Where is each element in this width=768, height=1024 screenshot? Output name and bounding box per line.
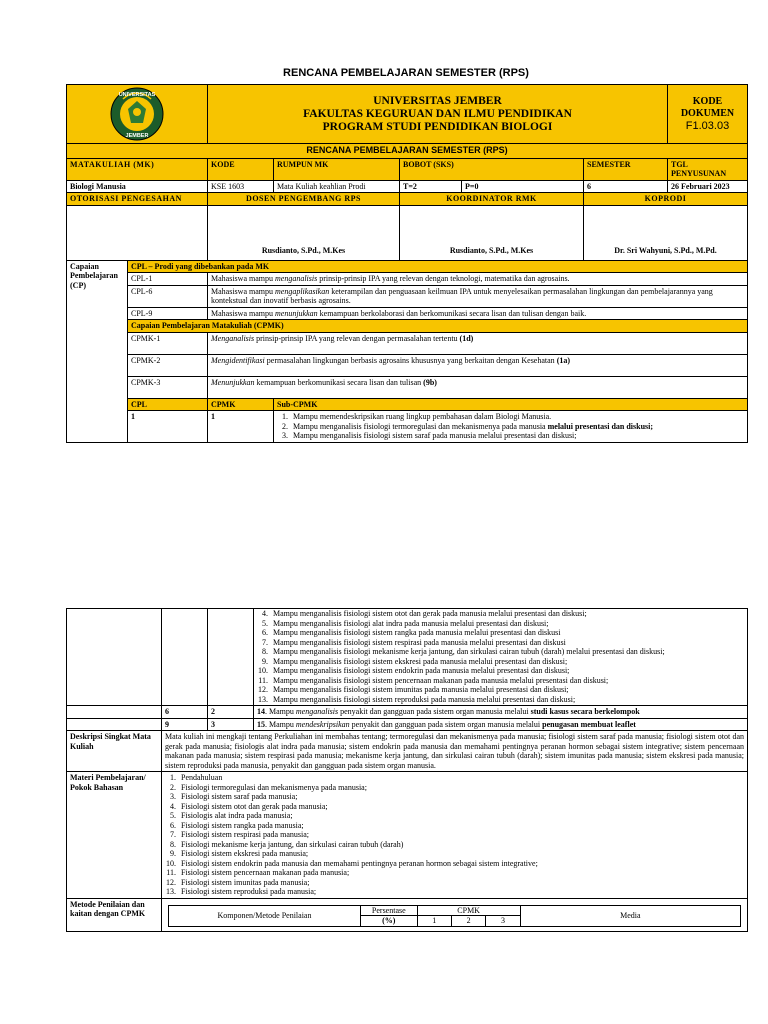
signer-dosen: Rusdianto, S.Pd., M.Kes [208, 205, 400, 260]
sub-row-cpmk: 1 [208, 411, 274, 443]
list-item: 12. Mampu menganalisis fisiologi sistem imunitas pada manusia melalui presentasi dan diskusi; [258, 685, 569, 694]
list-item: 13. Fisiologi sistem reproduksi pada manusia; [166, 887, 317, 896]
cpmk-row: CPMK-2 Mengidentifikasi permasalahan lingkungan berbasis agrosains khususnya yang berkaitan dengan Kesehatan (1a) [67, 354, 748, 376]
cpmk-code: CPMK-2 [128, 354, 208, 376]
media-header: Media [520, 905, 740, 926]
capaian-label: Capaian Pembelajaran (CP) [67, 260, 128, 442]
list-item: 5. Mampu menganalisis fisiologi alat indra pada manusia melalui presentasi dan diskusi; [262, 618, 549, 628]
signer-koprodi: Dr. Sri Wahyuni, S.Pd., M.Pd. [584, 205, 748, 260]
persentase-header: Persentase [361, 905, 418, 916]
label-semester: SEMESTER [584, 158, 668, 180]
logo-text-bottom: JEMBER [125, 133, 149, 139]
kode-label-2: DOKUMEN [680, 108, 735, 119]
cpmk-col-1: 1 [417, 916, 451, 927]
label-matakuliah: MATAKULIAH (MK) [67, 158, 208, 180]
course-rumpun: Mata Kuliah keahlian Prodi [274, 180, 400, 193]
cpl-row: CPL-1 Mahasiswa mampu menganalisis prinsip-prinsip IPA yang relevan dengan teknologi, matematika dan agrosains. [67, 273, 748, 286]
label-tgl: TGL PENYUSUNAN [668, 158, 748, 180]
label-koordinator: KOORDINATOR RMK [400, 193, 584, 206]
sub-header-cpmk: CPMK [208, 398, 274, 411]
course-tgl: 26 Februari 2023 [668, 180, 748, 193]
cpmk-row: CPMK-1 Menganalisis prinsip-prinsip IPA yang relevan dengan permasalahan tertentu (1d) [67, 332, 748, 354]
persen-unit: (%) [361, 916, 418, 927]
deskripsi-label: Deskripsi Singkat Mata Kuliah [67, 731, 162, 772]
metode-label: Metode Penilaian dan kaitan dengan CPMK [67, 898, 162, 931]
list-item: 13. Mampu menganalisis fisiologi sistem reproduksi pada manusia melalui presentasi dan diskusi; [258, 694, 576, 704]
row14-text: 14. Mampu menganalisis penyakit dan gangguan pada sistem organ manusia melalui studi kasus secara berkelompok [254, 706, 748, 719]
deskripsi-text: Mata kuliah ini mengkaji tentang Perkuliahan ini membahas tentang; termoregulasi dan mekanismenya pada manusia; fisiologi sistem saraf pada manusia; fisiologi sistem otot dan gerak pada manusia; fisiologis alat indra pada manusia; sistem endokrin pada manusia dan memahami pentingnya peranan hormon sebagai sistem integrative; sistem pencernaan makanan pada manusia; sistem respirasi pada manusia; mekanisme kerja jantung, dan sirkulasi cairan tubuh (darah); sistem imunitas pada manusia; sistem ekskresi pada manusia; sistem reproduksi pada manusia, penyakit dan gangguan pada sistem organ manusia. [162, 731, 748, 772]
materi-label: Materi Pembelajaran/ Pokok Bahasan [67, 772, 162, 899]
university-logo [67, 85, 207, 143]
otorisasi-blank [67, 205, 208, 260]
materi-list [162, 772, 748, 899]
row14-cpmk: 2 [208, 706, 254, 719]
cpl-heading: CPL – Prodi yang dibebankan pada MK [128, 260, 748, 273]
rps-table-page2 [66, 608, 748, 932]
document-code-cell [668, 85, 748, 144]
komponen-header: Komponen/Metode Penilaian [169, 905, 361, 926]
list-item: 5. Fisiologis alat indra pada manusia; [170, 811, 293, 820]
cpmk-col-2: 2 [451, 916, 485, 927]
kode-label-1: KODE [692, 96, 723, 107]
row15-cpmk: 3 [208, 718, 254, 731]
sub-cpmk-list-page1 [274, 411, 748, 443]
list-item: 2. Mampu menganalisis fisiologi termoregulasi dan mekanismenya pada manusia melalui presentasi dan diskusi; [282, 421, 654, 431]
cpl-code: CPL-6 [128, 285, 208, 307]
list-item: 3. Mampu menganalisis fisiologi sistem saraf pada manusia melalui presentasi dan diskusi; [282, 431, 577, 440]
list-item: 8. Fisiologi mekanisme kerja jantung, dan sirkulasi cairan tubuh (darah) [170, 839, 404, 849]
label-otorisasi: OTORISASI PENGESAHAN [67, 193, 208, 206]
sub-header-sub: Sub-CPMK [274, 398, 748, 411]
cpl-code: CPL-9 [128, 307, 208, 320]
label-rumpun: RUMPUN MK [274, 158, 400, 180]
list-item: 10. Fisiologi sistem endokrin pada manusia dan memahami pentingnya peranan hormon sebagai sistem integrative; [166, 858, 538, 868]
list-item: 6. Mampu menganalisis fisiologi sistem rangka pada manusia melalui presentasi dan diskusi [262, 628, 561, 637]
course-t: T=2 [400, 180, 462, 193]
document-title: RENCANA PEMBELAJARAN SEMESTER (RPS) [283, 67, 529, 79]
faculty-name: FAKULTAS KEGURUAN DAN ILMU PENDIDIKAN [303, 107, 572, 120]
sub-header-cpl: CPL [128, 398, 208, 411]
program-name: PROGRAM STUDI PENDIDIKAN BIOLOGI [322, 120, 553, 133]
list-item: 8. Mampu menganalisis fisiologi mekanisme kerja jantung, dan sirkulasi cairan tubuh (darah) melalui presentasi dan diskusi; [262, 647, 665, 656]
cpmk-row: CPMK-3 Menunjukkan kemampuan berkomunikasi secara lisan dan tulisan (9b) [67, 376, 748, 398]
document-code: F1.03.03 [685, 120, 730, 132]
cpmk-code: CPMK-1 [128, 332, 208, 354]
label-koprodi: KOPRODI [584, 193, 748, 206]
list-item: 4. Mampu menganalisis fisiologi sistem otot dan gerak pada manusia melalui presentasi dan diskusi; [262, 609, 587, 618]
list-item: 11. Mampu menganalisis fisiologi sistem pencernaan makanan pada manusia melalui presentasi dan diskusi; [258, 675, 609, 685]
rps-table-page1 [66, 84, 748, 443]
list-item: 4. Fisiologi sistem otot dan gerak pada manusia; [170, 801, 328, 811]
list-item: 9. Mampu menganalisis fisiologi sistem ekskresi pada manusia melalui presentasi dan diskusi; [262, 656, 568, 666]
list-item: 3. Fisiologi sistem saraf pada manusia; [170, 792, 298, 801]
metode-cell [162, 898, 748, 931]
course-p: P=0 [462, 180, 584, 193]
list-item: 9. Fisiologi sistem ekskresi pada manusia; [170, 849, 309, 858]
row15-cpl: 9 [162, 718, 208, 731]
list-item: 1. Pendahuluan [170, 773, 223, 782]
header-band [67, 85, 748, 144]
list-item: 1. Mampu memendeskripsikan ruang lingkup pembahasan dalam Biologi Manusia. [282, 412, 552, 421]
list-item: 6. Fisiologi sistem rangka pada manusia; [170, 820, 304, 830]
cpmk-heading: Capaian Pembelajaran Matakuliah (CPMK) [128, 320, 748, 333]
header-institution [208, 85, 668, 144]
cpl-code: CPL-1 [128, 273, 208, 286]
course-code: KSE 1603 [208, 180, 274, 193]
sub-cpmk-list-page2 [254, 609, 748, 706]
sub-row-cpl: 1 [128, 411, 208, 443]
row15-text: 15. Mampu mendeskripsikan penyakit dan gangguan pada sistem organ manusia melalui penugasan membuat leaflet [254, 718, 748, 731]
label-bobot: BOBOT (SKS) [400, 158, 584, 180]
list-item: 12. Fisiologi sistem imunitas pada manusia; [166, 877, 310, 887]
label-kode: KODE [208, 158, 274, 180]
cpl-row: CPL-9 Mahasiswa mampu menunjukkan kemampuan berkolaborasi dan berkomunikasi secara lisan dan tulisan dengan baik. [67, 307, 748, 320]
course-semester: 6 [584, 180, 668, 193]
rps-band: RENCANA PEMBELAJARAN SEMESTER (RPS) [67, 144, 748, 159]
row14-cpl: 6 [162, 706, 208, 719]
logo-cell [67, 85, 208, 144]
cpmk-code: CPMK-3 [128, 376, 208, 398]
cpmk-header: CPMK [417, 905, 520, 916]
list-item: 7. Mampu menganalisis fisiologi sistem respirasi pada manusia melalui presentasi dan diskusi [262, 637, 566, 647]
signer-koordinator: Rusdianto, S.Pd., M.Kes [400, 205, 584, 260]
list-item: 2. Fisiologi termoregulasi dan mekanismenya pada manusia; [170, 782, 367, 792]
university-name: UNIVERSITAS JEMBER [373, 94, 502, 107]
list-item: 11. Fisiologi sistem pencernaan makanan pada manusia; [166, 868, 350, 877]
label-dosen: DOSEN PENGEMBANG RPS [208, 193, 400, 206]
list-item: 7. Fisiologi sistem respirasi pada manusia; [170, 830, 309, 839]
assessment-table [168, 905, 741, 927]
logo-text-top: UNIVERSITAS [118, 92, 156, 98]
cpmk-col-3: 3 [486, 916, 520, 927]
course-name: Biologi Manusia [67, 180, 208, 193]
list-item: 10. Mampu menganalisis fisiologi sistem endokrin pada manusia melalui presentasi dan diskusi; [258, 666, 570, 675]
cpl-row: CPL-6 Mahasiswa mampu mengaplikasikan keterampilan dan penguasaan keilmuan IPA untuk menyelesaikan permasalahan lingkungan dan pembelajarannya yang kontekstual dan inovatif berbasis agrosains. [67, 285, 748, 307]
